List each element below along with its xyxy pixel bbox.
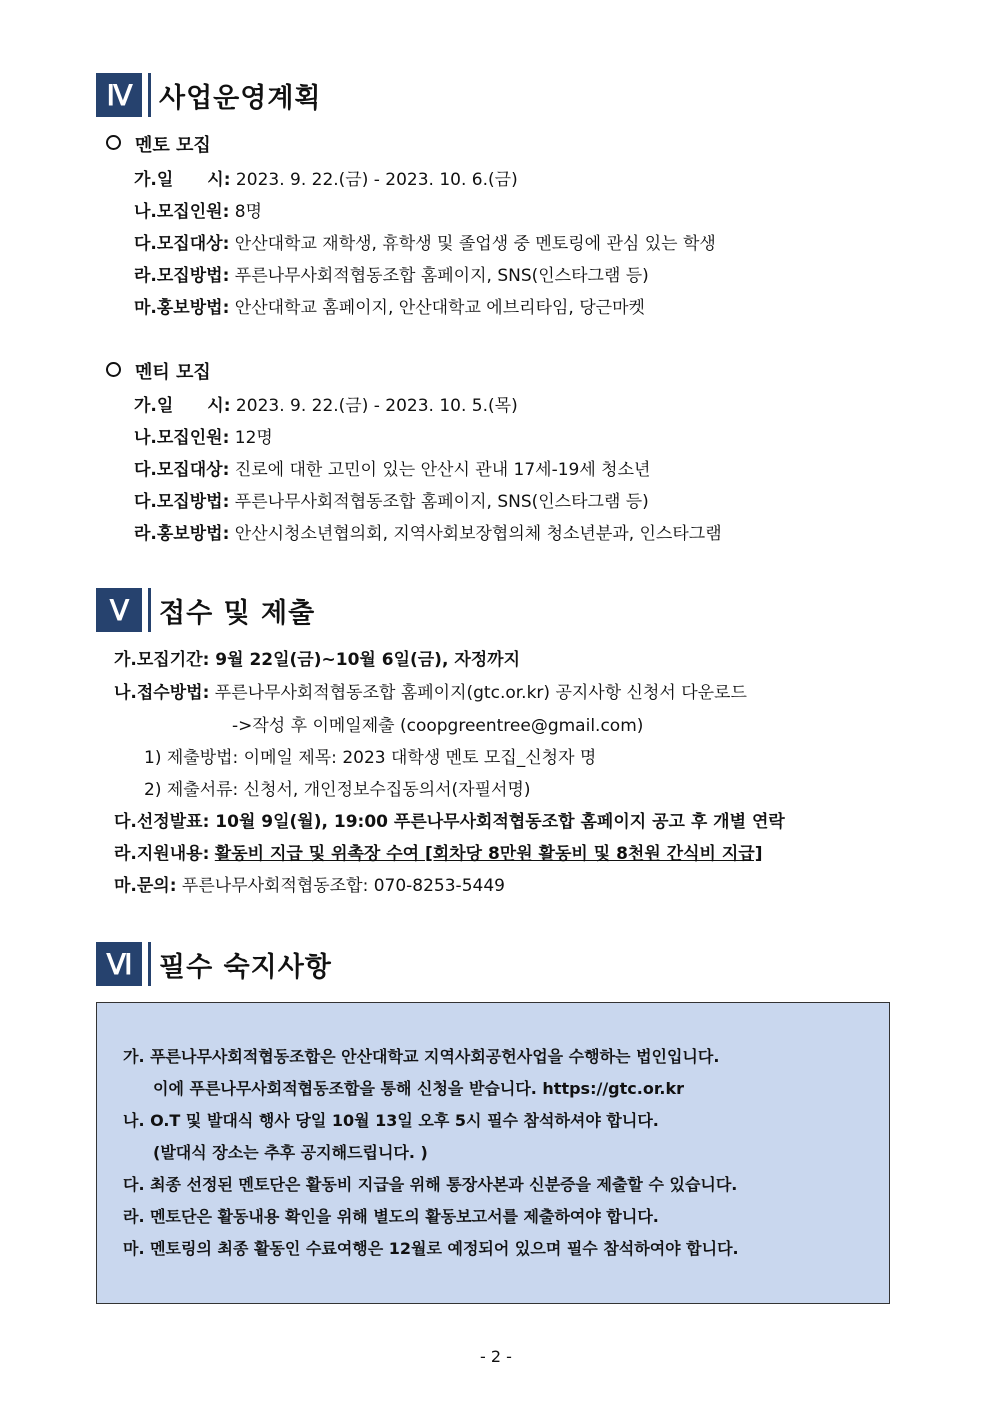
mentor-item-target: 다.모집대상: 안산대학교 재학생, 휴학생 및 졸업생 중 멘토링에 관심 있는 학생 (134, 234, 716, 254)
circle-bullet-icon (106, 135, 121, 150)
section-6-bar (148, 942, 151, 986)
section-6-number: Ⅵ (96, 942, 142, 986)
page-number: - 2 - (480, 1347, 512, 1366)
notice-line: 이에 푸른나무사회적협동조합을 통해 신청을 받습니다. https://gtc.or.kr (153, 1079, 685, 1098)
mentee-heading: 멘티 모집 (106, 361, 211, 385)
notice-line: 마. 멘토링의 최종 활동인 수료여행은 12월로 예정되어 있으며 필수 참석하여야 합니다. (123, 1239, 739, 1258)
section-6-header (96, 942, 332, 986)
mentee-item-date: 가.일 시: 2023. 9. 22.(금) - 2023. 10. 5.(목) (134, 396, 518, 416)
section-4-title: 사업운영계획 (159, 82, 322, 114)
section-4-header (96, 73, 322, 117)
apply-sub-2: 2) 제출서류: 신청서, 개인정보수집동의서(자필서명) (144, 780, 531, 800)
mentor-heading: 멘토 모집 (106, 134, 211, 158)
notice-line: 라. 멘토단은 활동내용 확인을 위해 별도의 활동보고서를 제출하여야 합니다. (123, 1207, 659, 1226)
mentor-item-date: 가.일 시: 2023. 9. 22.(금) - 2023. 10. 6.(금) (134, 170, 518, 190)
apply-period: 가.모집기간: 9월 22일(금)~10월 6일(금), 자정까지 (114, 650, 521, 670)
section-4-bar (148, 73, 151, 117)
apply-announce: 다.선정발표: 10월 9일(월), 19:00 푸른나무사회적협동조합 홈페이지 공고 후 개별 연락 (114, 812, 785, 832)
notice-line: 가. 푸른나무사회적협동조합은 안산대학교 지역사회공헌사업을 수행하는 법인입니다. (123, 1047, 720, 1066)
section-5-header (96, 588, 315, 632)
circle-bullet-icon (106, 362, 121, 377)
mentee-item-promo: 라.홍보방법: 안산시청소년협의회, 지역사회보장협의체 청소년분과, 인스타그램 (134, 524, 722, 544)
section-4-number: Ⅳ (96, 73, 142, 117)
mentor-item-promo: 마.홍보방법: 안산대학교 홈페이지, 안산대학교 에브리타임, 당근마켓 (134, 298, 645, 318)
notice-box (96, 1002, 890, 1304)
apply-sub-1: 1) 제출방법: 이메일 제목: 2023 대학생 멘토 모집_신청자 명 (144, 748, 597, 768)
section-5-title: 접수 및 제출 (159, 597, 316, 629)
notice-line: (발대식 장소는 추후 공지해드립니다. ) (153, 1143, 428, 1162)
mentee-item-count: 나.모집인원: 12명 (134, 428, 273, 448)
apply-method-cont: ->작성 후 이메일제출 (coopgreentree@gmail.com) (232, 716, 644, 736)
section-6-title: 필수 숙지사항 (159, 951, 332, 983)
mentee-item-target: 다.모집대상: 진로에 대한 고민이 있는 안산시 관내 17세-19세 청소년 (134, 460, 651, 480)
notice-line: 나. O.T 및 발대식 행사 당일 10월 13일 오후 5시 필수 참석하셔야 합니다. (123, 1111, 659, 1130)
mentee-item-method: 다.모집방법: 푸른나무사회적협동조합 홈페이지, SNS(인스타그램 등) (134, 492, 649, 512)
apply-contact: 마.문의: 푸른나무사회적협동조합: 070-8253-5449 (114, 876, 505, 896)
notice-line: 다. 최종 선정된 멘토단은 활동비 지급을 위해 통장사본과 신분증을 제출할 수 있습니다. (123, 1175, 738, 1194)
section-5-bar (148, 588, 151, 632)
section-5-number: Ⅴ (96, 588, 142, 632)
mentor-item-method: 라.모집방법: 푸른나무사회적협동조합 홈페이지, SNS(인스타그램 등) (134, 266, 649, 286)
apply-method: 나.접수방법: 푸른나무사회적협동조합 홈페이지(gtc.or.kr) 공지사항 신청서 다운로드 (114, 683, 747, 703)
apply-support: 라.지원내용: 활동비 지급 및 위촉장 수여 [회차당 8만원 활동비 및 8천원 간식비 지급] (114, 844, 763, 864)
mentor-item-count: 나.모집인원: 8명 (134, 202, 263, 222)
